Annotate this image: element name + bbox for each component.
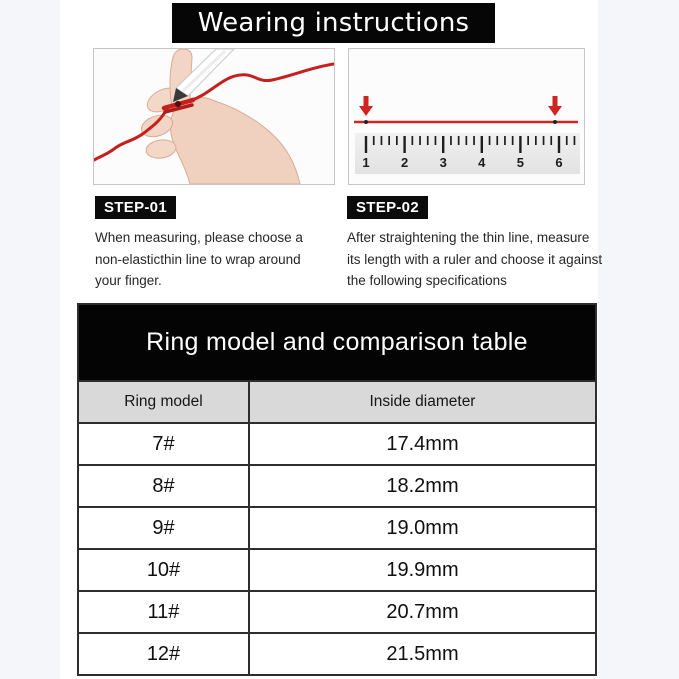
- inside-diameter-cell: 19.9mm: [386, 558, 459, 581]
- ruler-tick: [473, 136, 475, 145]
- ruler-tick: [373, 136, 375, 145]
- ruler-tick: [419, 136, 421, 145]
- step-text-line: its length with a ruler and choose it against: [347, 251, 603, 267]
- ruler-tick: [435, 136, 437, 145]
- ring-model-cell: 7#: [79, 424, 250, 464]
- ring-model-cell: 8#: [79, 466, 250, 506]
- ruler-tick: [466, 136, 468, 145]
- ruler-tick: [527, 136, 529, 145]
- table-row: [79, 422, 595, 464]
- step-text-line: non-elasticthin line to wrap around: [95, 251, 301, 267]
- ruler-tick: [496, 136, 498, 145]
- ruler-illustration: [349, 49, 584, 184]
- ruler-tick: [566, 136, 568, 145]
- ruler-tick: [396, 136, 398, 145]
- step1-illustration-frame: [93, 48, 335, 185]
- ruler-number: 2: [400, 155, 409, 170]
- ruler-number: 3: [439, 155, 447, 170]
- ruler-tick: [458, 136, 460, 145]
- inside-diameter-cell: 18.2mm: [386, 474, 459, 497]
- ruler-tick: [403, 136, 405, 153]
- ruler-tick: [535, 136, 537, 145]
- hand-with-thread-illustration: [94, 49, 334, 184]
- down-arrow-icon: [359, 96, 373, 116]
- page-title: Wearing instructions: [172, 3, 495, 43]
- ruler-tick: [427, 136, 429, 145]
- ring-model-cell: 11#: [79, 592, 250, 632]
- curled-finger-knuckle: [139, 112, 176, 141]
- step-text-line: your finger.: [95, 273, 162, 288]
- step-text-line: the following specifications: [347, 273, 507, 288]
- table-row: [79, 632, 595, 674]
- inside-diameter-cell: 20.7mm: [386, 600, 459, 623]
- column-header-ring-model: Ring model: [79, 382, 250, 422]
- ruler-tick: [543, 136, 545, 145]
- down-arrow-icon: [548, 96, 562, 116]
- ruler-tick: [412, 136, 414, 145]
- ruler-tick: [388, 136, 390, 145]
- ruler-number: 1: [362, 155, 370, 170]
- column-header-inside-diameter: Inside diameter: [369, 393, 476, 410]
- step1-label: STEP-01: [95, 196, 176, 219]
- measure-point-dot: [553, 120, 557, 124]
- inside-diameter-cell: 19.0mm: [386, 516, 459, 539]
- table-title: Ring model and comparison table: [79, 305, 595, 380]
- ring-model-cell: 12#: [79, 634, 250, 674]
- table-row: [79, 506, 595, 548]
- step-text-line: After straightening the thin line, measure: [347, 230, 590, 245]
- step2-text: [347, 227, 605, 292]
- ruler-tick: [504, 136, 506, 145]
- ruler-tick: [489, 136, 491, 145]
- inside-diameter-cell: 17.4mm: [386, 432, 459, 455]
- table-header-row: [79, 380, 595, 422]
- curled-finger-knuckle: [145, 138, 177, 160]
- ring-size-table: [77, 303, 597, 676]
- ruler-tick: [481, 136, 483, 153]
- ruler-tick: [519, 136, 521, 153]
- ruler-tick: [365, 136, 367, 153]
- ruler-tick: [558, 136, 560, 153]
- table-row: [79, 590, 595, 632]
- step2-label: STEP-02: [347, 196, 428, 219]
- ruler-tick: [381, 136, 383, 145]
- ruler-tick: [442, 136, 444, 153]
- ruler-number: 5: [516, 155, 525, 170]
- measure-point-dot: [364, 120, 368, 124]
- content-canvas: [60, 0, 603, 679]
- ruler-tick: [574, 136, 576, 145]
- ruler-number: 4: [478, 155, 486, 170]
- ring-model-cell: 9#: [79, 508, 250, 548]
- ring-model-cell: 10#: [79, 550, 250, 590]
- table-row: [79, 464, 595, 506]
- table-row: [79, 548, 595, 590]
- step1-text: [95, 227, 335, 292]
- hand-back: [170, 97, 300, 184]
- pen-mark-dot: [175, 101, 181, 107]
- ruler-number: 6: [555, 155, 563, 170]
- ruler-tick: [550, 136, 552, 145]
- ruler-tick: [450, 136, 452, 145]
- step-text-line: When measuring, please choose a: [95, 230, 303, 245]
- inside-diameter-cell: 21.5mm: [386, 642, 459, 665]
- step2-illustration-frame: [348, 48, 585, 185]
- ruler-tick: [512, 136, 514, 145]
